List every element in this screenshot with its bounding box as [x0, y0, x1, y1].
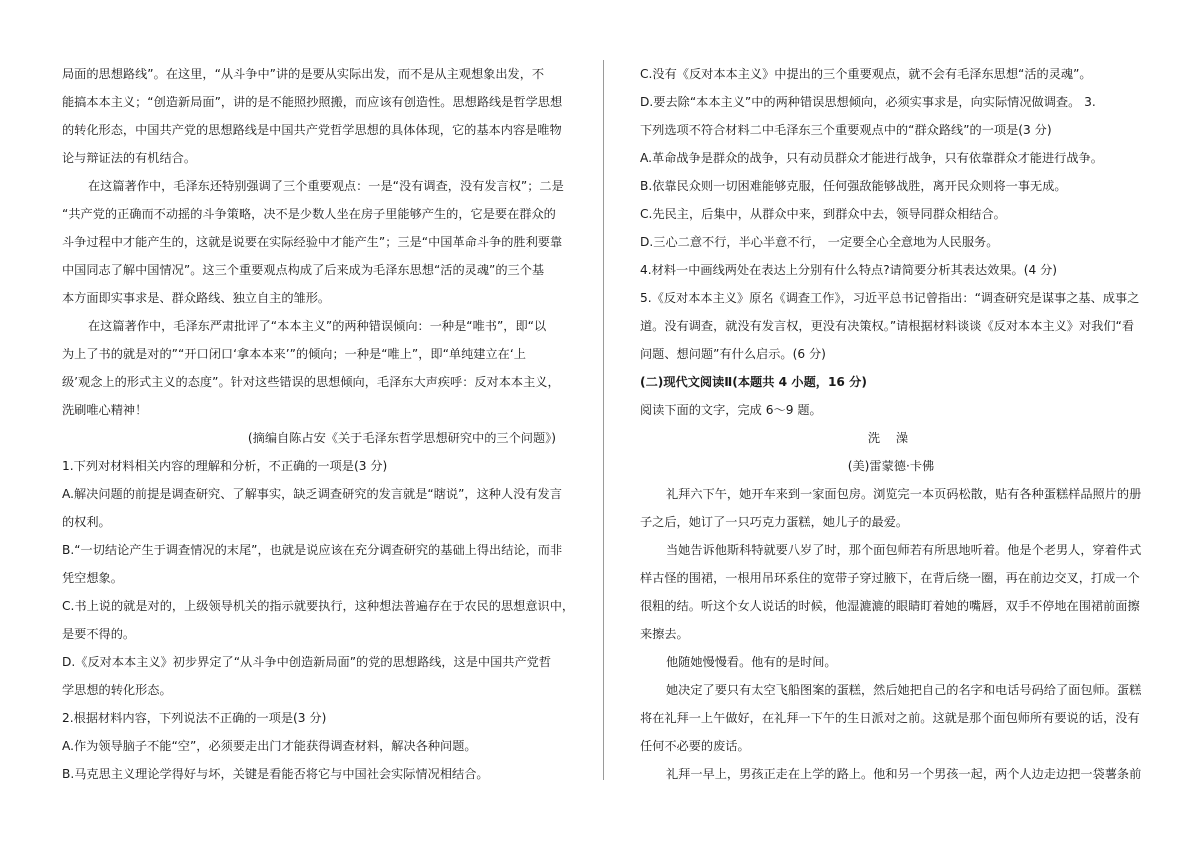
- paragraph-start-line: 她决定了要只有太空飞船图案的蛋糕，然后她把自己的名字和电话号码给了面包师。蛋糕: [666, 683, 1142, 697]
- story-title: 洗 澡: [867, 431, 915, 445]
- option-line: B.依靠民众则一切困难能够克服，任何强敌能够战胜，离开民众则将一事无成。: [640, 179, 1067, 193]
- option-line: B.“一切结论产生于调查情况的末尾”，也就是说应该在充分调查研究的基础上得出结论，而非: [62, 543, 563, 557]
- text-line: 将在礼拜一上午做好，在礼拜一下午的生日派对之前。这就是那个面包师所有要说的话，没有: [640, 711, 1140, 725]
- text-line: 斗争过程中才能产生的，这就是说要在实际经验中才能产生”；三是“中国革命斗争的胜利要靠: [62, 235, 563, 249]
- question-5: 5.《反对本本主义》原名《调查工作》，习近平总书记曾指出：“调查研究是谋事之基、成事之: [640, 291, 1140, 305]
- option-line: D.三心二意不行，半心半意不行， 一定要全心全意地为人民服务。: [640, 235, 999, 249]
- question-3: 下列选项不符合材料二中毛泽东三个重要观点中的“群众路线”的一项是(3 分): [640, 123, 1052, 137]
- text-line: 为上了书的就是对的”“开口闭口‘拿本本来’”的倾向；一种是“唯上”，即“单纯建立在‘上: [62, 347, 526, 361]
- question-4: 4.材料一中画线两处在表达上分别有什么特点?请简要分析其表达效果。(4 分): [640, 263, 1058, 277]
- option-line: C.书上说的就是对的，上级领导机关的指示就要执行，这种想法普遍存在于农民的思想意识中，: [62, 599, 575, 613]
- text-line: 样古怪的围裙，一根用吊环系住的宽带子穿过腋下，在背后绕一圈，再在前边交叉，打成一个: [640, 571, 1140, 585]
- text-line: 级’观念上的形式主义的态度”。针对这些错误的思想倾向，毛泽东大声疾呼：反对本本主义，: [62, 375, 560, 389]
- text-line: 局面的思想路线”。在这里，“从斗争中”讲的是要从实际出发，而不是从主观想象出发，不: [62, 67, 545, 81]
- instruction-line: 阅读下面的文字，完成 6～9 题。: [640, 403, 822, 417]
- option-line: D.要去除“本本主义”中的两种错误思想倾向，必须实事求是，向实际情况做调查。 3.: [640, 95, 1096, 109]
- paragraph-start-line: 当她告诉他斯科特就要八岁了时，那个面包师若有所思地听着。他是个老男人，穿着件式: [666, 543, 1142, 557]
- option-line: B.马克思主义理论学得好与坏，关键是看能否将它与中国社会实际情况相结合。: [62, 767, 489, 781]
- text-line: 论与辩证法的有机结合。: [62, 151, 197, 165]
- paragraph-start-line: 他随她慢慢看。他有的是时间。: [666, 655, 837, 669]
- text-line: 的转化形态，中国共产党的思想路线是中国共产党哲学思想的具体体现，它的基本内容是唯物: [62, 123, 562, 137]
- source-citation: (摘编自陈占安《关于毛泽东哲学思想研究中的三个问题》): [247, 431, 556, 445]
- text-line: 能搞本本主义；“创造新局面”，讲的是不能照抄照搬，而应该有创造性。思想路线是哲学思想: [62, 95, 563, 109]
- text-line: 任何不必要的废话。: [640, 739, 750, 753]
- story-author: (美)雷蒙德·卡佛: [847, 459, 935, 473]
- text-line: 中国同志了解中国情况”。这三个重要观点构成了后来成为毛泽东思想“活的灵魂”的三个基: [62, 263, 545, 277]
- left-column: [62, 60, 580, 788]
- text-line: 子之后，她订了一只巧克力蛋糕，她儿子的最爱。: [640, 515, 909, 529]
- option-line: A.作为领导脑子不能“空”，必须要走出门才能获得调查材料，解决各种问题。: [62, 739, 477, 753]
- text-line: “共产党的正确而不动摇的斗争策略，决不是少数人坐在房子里能够产生的，它是要在群众的: [62, 207, 556, 221]
- option-line: C.没有《反对本本主义》中提出的三个重要观点，就不会有毛泽东思想“活的灵魂”。: [640, 67, 1092, 81]
- text-line: 来擦去。: [640, 627, 689, 641]
- paragraph-start-line: 在这篇著作中，毛泽东严肃批评了“本本主义”的两种错误倾向：一种是“唯书”，即“以: [88, 319, 547, 333]
- section-heading: (二)现代文阅读Ⅱ(本题共 4 小题，16 分): [640, 375, 867, 389]
- option-line: A.解决问题的前提是调查研究、了解事实，缺乏调查研究的发言就是“瞎说”，这种人没有发言: [62, 487, 562, 501]
- question-1: 1.下列对材料相关内容的理解和分析，不正确的一项是(3 分): [62, 459, 388, 473]
- text-line: 本方面即实事求是、群众路线、独立自主的雏形。: [62, 291, 331, 305]
- option-line: A.革命战争是群众的战争，只有动员群众才能进行战争，只有依靠群众才能进行战争。: [640, 151, 1103, 165]
- question-2: 2.根据材料内容，下列说法不正确的一项是(3 分): [62, 711, 327, 725]
- option-line: 学思想的转化形态。: [62, 683, 172, 697]
- text-line: 问题、想问题”有什么启示。(6 分): [640, 347, 826, 361]
- column-divider: [603, 60, 604, 780]
- paragraph-start-line: 在这篇著作中，毛泽东还特别强调了三个重要观点：一是“没有调查，没有发言权”；二是: [88, 179, 564, 193]
- right-column: [640, 60, 1142, 788]
- text-line: 道。没有调查，就没有发言权，更没有决策权。”请根据材料谈谈《反对本本主义》对我们“看: [640, 319, 1135, 333]
- option-line: 凭空想象。: [62, 571, 123, 585]
- option-line: 是要不得的。: [62, 627, 136, 641]
- option-line: 的权利。: [62, 515, 111, 529]
- text-line: 洗刷唯心精神！: [62, 403, 148, 417]
- option-line: C.先民主，后集中，从群众中来，到群众中去，领导同群众相结合。: [640, 207, 1006, 221]
- option-line: D.《反对本本主义》初步界定了“从斗争中创造新局面”的党的思想路线，这是中国共产党哲: [62, 655, 552, 669]
- text-line: 很粗的结。听这个女人说话的时候，他湿漉漉的眼睛盯着她的嘴唇，双手不停地在围裙前面擦: [640, 599, 1140, 613]
- paragraph-start-line: 礼拜一早上，男孩正走在上学的路上。他和另一个男孩一起，两个人边走边把一袋薯条前: [666, 767, 1142, 781]
- paragraph-start-line: 礼拜六下午，她开车来到一家面包房。浏览完一本页码松散，贴有各种蛋糕样品照片的册: [666, 487, 1142, 501]
